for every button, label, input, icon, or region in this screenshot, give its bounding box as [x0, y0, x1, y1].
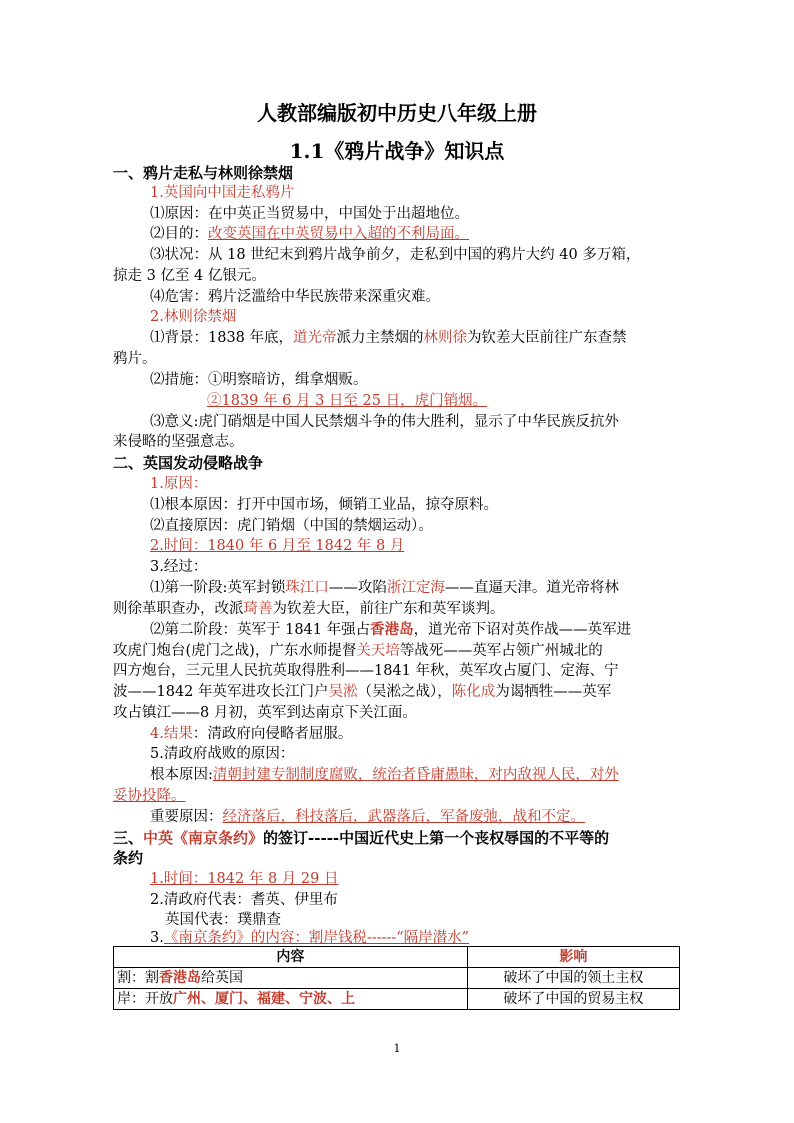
s2-point-2: 2.时间：1840 年 6 月至 1842 年 8 月	[150, 538, 405, 554]
page-number: 1	[393, 1042, 401, 1055]
s1-point-1-3-cont: 掠走 3 亿至 4 亿银元。	[113, 268, 266, 284]
section-1-heading: 一、鸦片走私与林则徐禁烟	[113, 164, 294, 182]
s2-point-3-2-line3: 四方炮台，三元里人民抗英取得胜利——1841 年秋，英军攻占厦门、定海、宁	[113, 663, 619, 679]
table-cell: 岸：开放广州、厦门、福建、宁波、上	[114, 989, 468, 1010]
s1-point-1-3: ⑶状况：从 18 世纪末到鸦片战争前夕，走私到中国的鸦片大约 40 多万箱，	[150, 247, 641, 263]
table-row	[114, 968, 680, 989]
section-2-heading: 二、英国发动侵略战争	[113, 454, 264, 472]
s1-point-1-1: ⑴原因：在中英正当贸易中，中国处于出超地位。	[150, 206, 469, 222]
s3-point-2: 2.清政府代表：耆英、伊里布	[150, 892, 338, 908]
treaty-content-table	[113, 946, 680, 1010]
s1-point-1-2: ⑵目的：改变英国在中英贸易中入超的不利局面。	[150, 226, 469, 242]
s2-point-5: 5.清政府战败的原因：	[150, 746, 295, 762]
s1-point-2-1: ⑴背景：1838 年底，道光帝派力主禁烟的林则徐为钦差大臣前往广东查禁	[150, 330, 627, 346]
s2-point-3-1: ⑴第一阶段:英军封锁珠江口——攻陷浙江定海——直逼天津。道光帝将林	[150, 580, 619, 596]
s3-point-3: 3.《南京条约》的内容：割岸钱税------“隔岸潜水”	[150, 930, 470, 946]
s2-point-3-2-line4: 波——1842 年英军进攻长江门户吴淞（吴淞之战），陈化成为谒牺牲——英军	[113, 684, 612, 700]
s3-point-1: 1.时间：1842 年 8 月 29 日	[150, 871, 339, 887]
s2-point-5-1-cont: 妥协投降。	[113, 788, 186, 804]
section-3-heading-cont: 条约	[113, 849, 144, 867]
s2-point-5-2: 重要原因：经济落后，科技落后，武器落后，军备废弛，战和不定。	[150, 809, 585, 825]
s2-point-1: 1.原因：	[150, 476, 208, 492]
s1-point-1-4: ⑷危害：鸦片泛滥给中华民族带来深重灾难。	[150, 289, 440, 305]
table-cell: 割：割香港岛给英国	[114, 968, 468, 989]
table-cell: 破坏了中国的领土主权	[467, 968, 679, 989]
s2-point-5-1: 根本原因:清朝封建专制制度腐败，统治者昏庸愚昧，对内敌视人民，对外	[150, 767, 619, 783]
table-header-impact: 影响	[467, 947, 679, 968]
table-header-row	[114, 947, 680, 968]
s1-point-2-2-b: ②1839 年 6 月 3 日至 25 日，虎门销烟。	[207, 393, 488, 409]
document-title: 人教部编版初中历史八年级上册	[257, 101, 537, 125]
document-subtitle: 1.1《鸦片战争》知识点	[289, 139, 505, 163]
s2-point-3-1-cont: 则徐革职查办，改派琦善为钦差大臣，前往广东和英军谈判。	[113, 601, 505, 617]
s1-point-2-2: ⑵措施：①明察暗访，缉拿烟贩。	[150, 372, 368, 388]
s1-point-1: 1.英国向中国走私鸦片	[150, 185, 295, 201]
section-3-heading: 三、中英《南京条约》的签订-----中国近代史上第一个丧权辱国的不平等的	[113, 829, 610, 847]
s3-point-2-b: 英国代表：璞鼎查	[165, 912, 281, 928]
s2-point-3-2: ⑵第二阶段：英军于 1841 年强占香港岛，道光帝下诏对英作战——英军进	[150, 621, 632, 638]
s2-point-1-2: ⑵直接原因：虎门销烟（中国的禁烟运动）。	[150, 518, 433, 534]
s1-point-2-3: ⑶意义:虎门硝烟是中国人民禁烟斗争的伟大胜利，显示了中华民族反抗外	[150, 414, 619, 430]
table-header-content: 内容	[114, 947, 468, 968]
s2-point-3-2-line5: 攻占镇江——8 月初，英军到达南京下关江面。	[113, 705, 417, 721]
table-cell: 破坏了中国的贸易主权	[467, 989, 679, 1010]
s2-point-3: 3.经过：	[150, 559, 208, 575]
s2-point-4: 4.结果：清政府向侵略者屈服。	[150, 726, 353, 742]
s1-point-2-3-cont: 来侵略的坚强意志。	[113, 434, 244, 450]
s1-point-2-1-cont: 鸦片。	[113, 351, 157, 367]
s2-point-1-1: ⑴根本原因：打开中国市场，倾销工业品，掠夺原料。	[150, 497, 498, 513]
table-row	[114, 989, 680, 1010]
s1-point-2: 2.林则徐禁烟	[150, 309, 237, 325]
s2-point-3-2-line2: 攻虎门炮台(虎门之战)，广东水师提督关天培等战死——英军占领广州城北的	[113, 643, 603, 659]
